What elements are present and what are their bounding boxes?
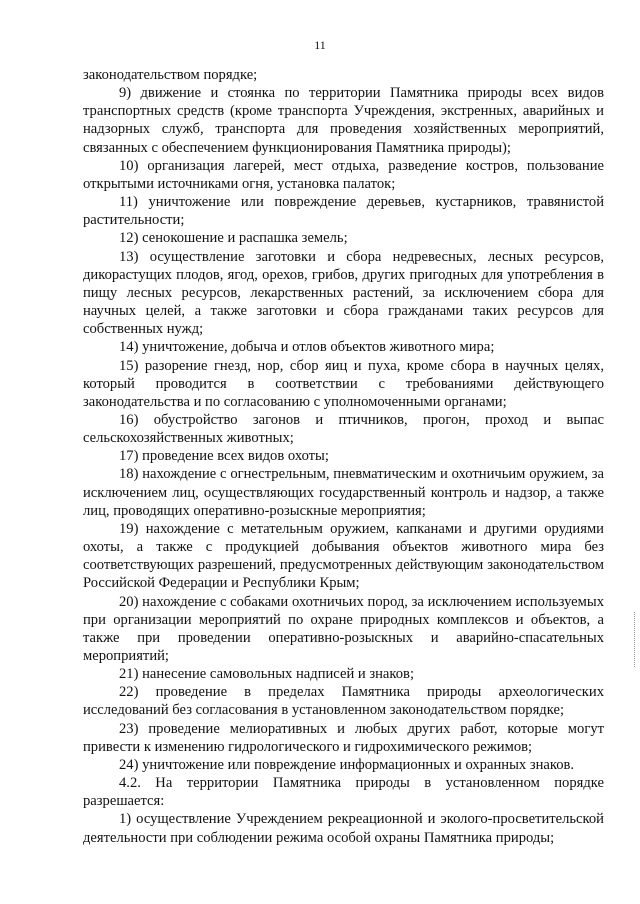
- paragraph: 9) движение и стоянка по территории Памятника природы всех видов транспортных средств (кроме транспорта Учреждения, экстренных, аварийных и надзорных служб, транспорта для проведения хозяйственных мероприятий, связанных с обеспечением функционирования Памятника природы);: [83, 85, 604, 156]
- paragraph: 23) проведение мелиоративных и любых других работ, которые могут привести к изменению гидрологического и гидрохимического режимов;: [83, 720, 604, 755]
- paragraph: 10) организация лагерей, мест отдыха, разведение костров, пользование открытыми источниками огня, установка палаток;: [83, 157, 604, 192]
- paragraph: 20) нахождение с собаками охотничьих пород, за исключением используемых при организации мероприятий по охране природных комплексов и объектов, а также при проведении оперативно-розыскных и аварийно-спасательных мероприятий;: [83, 593, 604, 664]
- paragraph: 21) нанесение самовольных надписей и знаков;: [119, 666, 415, 683]
- scan-edge-mark: [634, 612, 638, 667]
- paragraph: 19) нахождение с метательным оружием, капканами и другими орудиями охоты, а также с продукцией добывания объектов животного мира без соответствующих разрешений, предусмотренных действующим законодательством Российской Федерации и Республики Крым;: [83, 520, 604, 592]
- paragraph: 11) уничтожение или повреждение деревьев, кустарников, травянистой растительности;: [83, 194, 604, 229]
- paragraph: 14) уничтожение, добыча и отлов объектов животного мира;: [119, 339, 495, 356]
- paragraph: законодательством порядке;: [83, 67, 258, 83]
- document-body: [83, 66, 604, 847]
- paragraph: 12) сенокошение и распашка земель;: [119, 230, 348, 247]
- paragraph: 22) проведение в пределах Памятника природы археологических исследований без согласования в установленном законодательством порядке;: [83, 684, 604, 719]
- paragraph: 24) уничтожение или повреждение информационных и охранных знаков.: [119, 756, 575, 773]
- paragraph: 1) осуществление Учреждением рекреационной и эколого-просветительской деятельности при соблюдении режима особой охраны Памятника природы;: [83, 811, 604, 846]
- paragraph: 13) осуществление заготовки и сбора недревесных, лесных ресурсов, дикорастущих плодов, ягод, орехов, грибов, других пригодных для употребления в пищу лесных ресурсов, лекарственных растений, за исключением сбора для научных целей, а также заготовки и сбора гражданами таких ресурсов для собственных нужд;: [83, 248, 604, 338]
- paragraph: 18) нахождение с огнестрельным, пневматическим и охотничьим оружием, за исключением лиц, осуществляющих государственный контроль и надзор, а также лиц, проводящих оперативно-розыскные мероприятия;: [83, 466, 604, 519]
- paragraph: 15) разорение гнезд, нор, сбор яиц и пуха, кроме сбора в научных целях, который проводится в соответствии с требованиями действующего законодательства и по согласованию с уполномоченными органами;: [83, 357, 604, 410]
- page-number: 11: [314, 38, 326, 52]
- paragraph: 17) проведение всех видов охоты;: [119, 448, 329, 465]
- paragraph: 16) обустройство загонов и птичников, прогон, проход и выпас сельскохозяйственных животных;: [83, 411, 604, 447]
- paragraph: 4.2. На территории Памятника природы в установленном порядке разрешается:: [83, 775, 604, 810]
